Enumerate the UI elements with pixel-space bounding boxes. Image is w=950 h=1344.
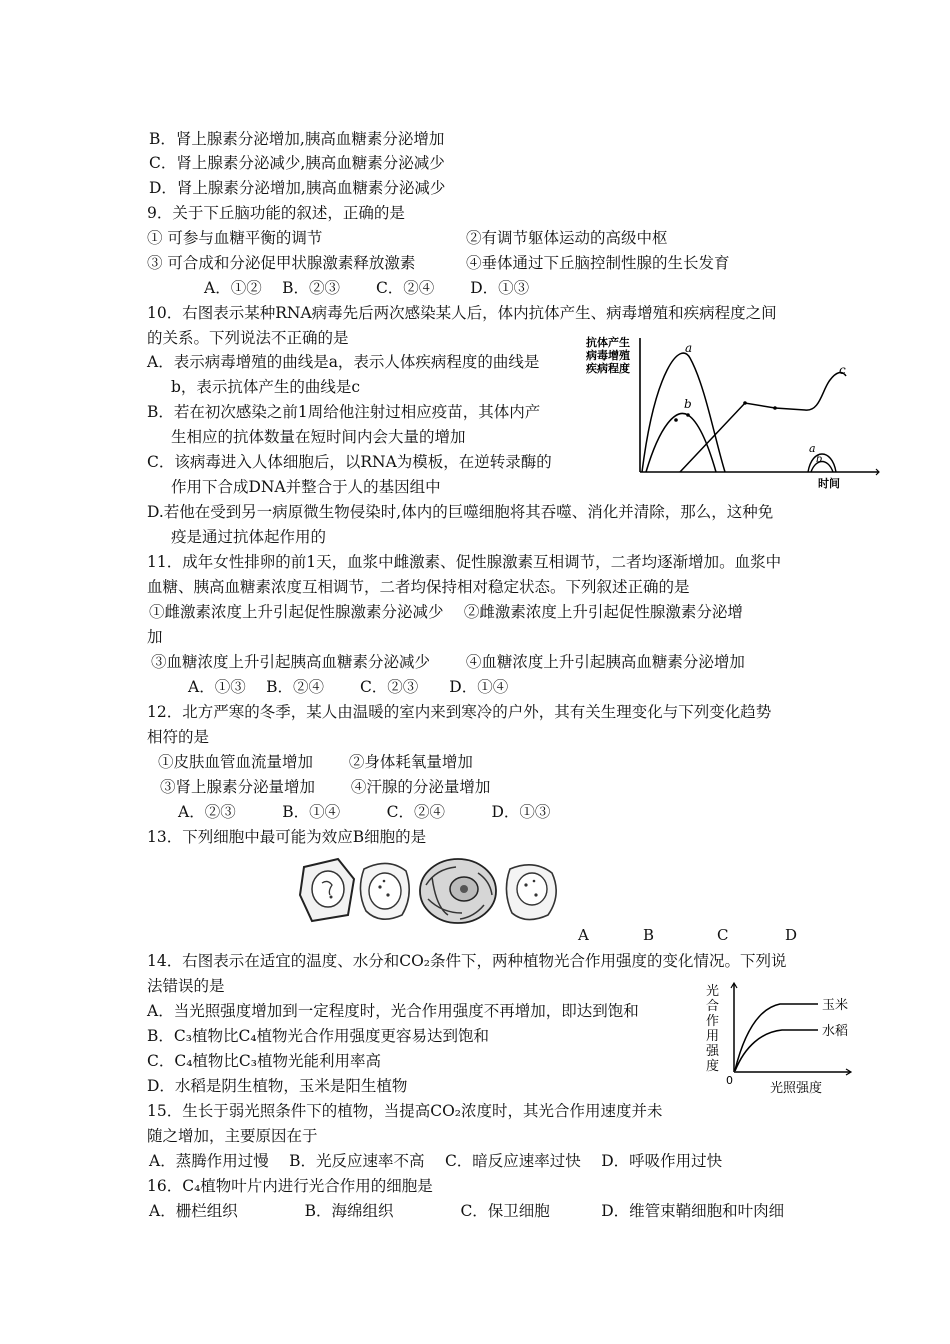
statement: ④垂体通过下丘脑控制性腺的生长发育 xyxy=(466,254,730,272)
statement: ③ 可合成和分泌促甲状腺激素释放激素 xyxy=(147,254,416,272)
answer-options: A．①② B．②③ C．②④ D．①③ xyxy=(204,279,530,297)
y-axis-label xyxy=(706,983,720,1074)
question-text: 法错误的是 xyxy=(147,977,225,995)
x-label: 时间 xyxy=(818,477,840,490)
cell-a-image xyxy=(300,859,354,921)
statement: ②有调节躯体运动的高级中枢 xyxy=(466,229,668,247)
option-line: B．C₃植物比C₄植物光合作用强度更容易达到饱和 xyxy=(147,1027,490,1045)
option-line: 作用下合成DNA并整合于人的基因组中 xyxy=(171,478,441,496)
statement: ①雌激素浓度上升引起促性腺激素分泌减少 ②雌激素浓度上升引起促性腺激素分泌增 xyxy=(149,603,743,621)
question-14: 14．右图表示在适宜的温度、水分和CO₂条件下，两种植物光合作用强度的变化情况。下列说 xyxy=(147,952,787,970)
question-10: 10．右图表示某种RNA病毒先后两次感染某人后，体内抗体产生、病毒增殖和疾病程度之间 xyxy=(147,304,777,322)
label-a2: a xyxy=(809,442,816,455)
statement: 加 xyxy=(147,628,163,646)
cell-label-b: B xyxy=(643,926,655,944)
question-text: 血糖、胰高血糖素浓度互相调节，二者均保持相对稳定状态。下列叙述正确的是 xyxy=(147,578,690,596)
label-b2: b xyxy=(816,454,823,465)
option-line: D.若他在受到另一病原微生物侵染时,体内的巨噬细胞将其吞噬、消化并清除，那么，这种免 xyxy=(147,503,774,521)
origin-label: 0 xyxy=(726,1074,733,1087)
svg-text:用: 用 xyxy=(706,1029,720,1044)
option-line: 疫是通过抗体起作用的 xyxy=(171,528,327,546)
x-axis-label: 光照强度 xyxy=(770,1081,823,1096)
question-9: 9．关于下丘脑功能的叙述，正确的是 xyxy=(147,204,405,222)
question-text: 相符的是 xyxy=(147,728,210,746)
curve-a xyxy=(642,353,725,472)
svg-text:合: 合 xyxy=(706,999,720,1014)
cell-d-image xyxy=(506,865,556,920)
svg-text:作: 作 xyxy=(706,1014,720,1029)
question-13: 13．下列细胞中最可能为效应B细胞的是 xyxy=(147,828,427,846)
question-text: 的关系。下列说法不正确的是 xyxy=(147,329,349,347)
option-line: D．肾上腺素分泌增加,胰高血糖素分泌减少 xyxy=(149,179,446,197)
answer-options: A．蒸腾作用过慢 B．光反应速率不高 C．暗反应速率过快 D．呼吸作用过快 xyxy=(149,1152,723,1170)
cell-c-image xyxy=(420,859,496,923)
option-line: C．肾上腺素分泌减少,胰高血糖素分泌减少 xyxy=(149,154,445,172)
option-line: C．C₄植物比C₃植物光能利用率高 xyxy=(147,1052,382,1070)
y-label-2: 病毒增殖 xyxy=(586,349,630,362)
label-a: a xyxy=(685,341,693,355)
answer-options: A．②③ B．①④ C．②④ D．①③ xyxy=(178,803,551,821)
y-label-3: 疾病程度 xyxy=(586,362,630,375)
y-label-1: 抗体产生 xyxy=(586,336,630,349)
question-11: 11．成年女性排卵的前1天，血浆中雌激素、促性腺激素互相调节，二者均逐渐增加。血浆中 xyxy=(147,553,782,571)
label-c: c xyxy=(839,363,846,377)
curve-b xyxy=(646,413,716,472)
svg-text:光: 光 xyxy=(706,984,720,999)
series-label-rice: 水稻 xyxy=(822,1024,849,1039)
cell-label-a: A xyxy=(578,926,589,944)
option-line: b，表示抗体产生的曲线是c xyxy=(171,378,361,396)
option-line: B．肾上腺素分泌增加,胰高血糖素分泌增加 xyxy=(149,130,445,148)
option-line: A．当光照强度增加到一定程度时，光合作用强度不再增加，即达到饱和 xyxy=(147,1002,639,1020)
option-line: A．表示病毒增殖的曲线是a，表示人体疾病程度的曲线是 xyxy=(147,353,540,371)
svg-text:度: 度 xyxy=(706,1059,720,1074)
question-text: 随之增加，主要原因在于 xyxy=(147,1127,318,1145)
series-label-corn: 玉米 xyxy=(822,998,849,1013)
question-12: 12．北方严寒的冬季，某人由温暖的室内来到寒冷的户外，其有关生理变化与下列变化趋势 xyxy=(147,703,772,721)
statement: ①皮肤血管血流量增加 ②身体耗氧量增加 xyxy=(158,753,473,771)
question-16: 16．C₄植物叶片内进行光合作用的细胞是 xyxy=(147,1177,433,1195)
statement: ③肾上腺素分泌量增加 ④汗腺的分泌量增加 xyxy=(160,778,491,796)
statement: ③血糖浓度上升引起胰高血糖素分泌减少 ④血糖浓度上升引起胰高血糖素分泌增加 xyxy=(151,653,745,671)
option-line: D．水稻是阴生植物，玉米是阳生植物 xyxy=(147,1077,408,1095)
series-rice xyxy=(735,1030,818,1071)
statement: ① 可参与血糖平衡的调节 xyxy=(147,229,323,247)
cell-label-d: D xyxy=(785,926,798,944)
option-line: B．若在初次感染之前1周给他注射过相应疫苗，其体内产 xyxy=(147,403,541,421)
option-line: C．该病毒进入人体细胞后，以RNA为模板，在逆转录酶的 xyxy=(147,453,552,471)
photosynthesis-graph xyxy=(700,980,860,1100)
question-15: 15．生长于弱光照条件下的植物，当提高CO₂浓度时，其光合作用速度并未 xyxy=(147,1102,663,1120)
cell-label-c: C xyxy=(717,926,729,944)
option-line: 生相应的抗体数量在短时间内会大量的增加 xyxy=(171,428,466,446)
cell-b-image xyxy=(360,863,409,919)
svg-text:强: 强 xyxy=(706,1044,720,1059)
answer-options: A．①③ B．②④ C．②③ D．①④ xyxy=(188,678,509,696)
answer-options: A．栅栏组织 B．海绵组织 C．保卫细胞 D．维管束鞘细胞和叶肉细 xyxy=(149,1202,785,1220)
label-b: b xyxy=(684,397,692,411)
antibody-virus-disease-graph xyxy=(580,330,880,490)
series-corn xyxy=(735,1004,818,1070)
cell-images xyxy=(298,855,568,927)
